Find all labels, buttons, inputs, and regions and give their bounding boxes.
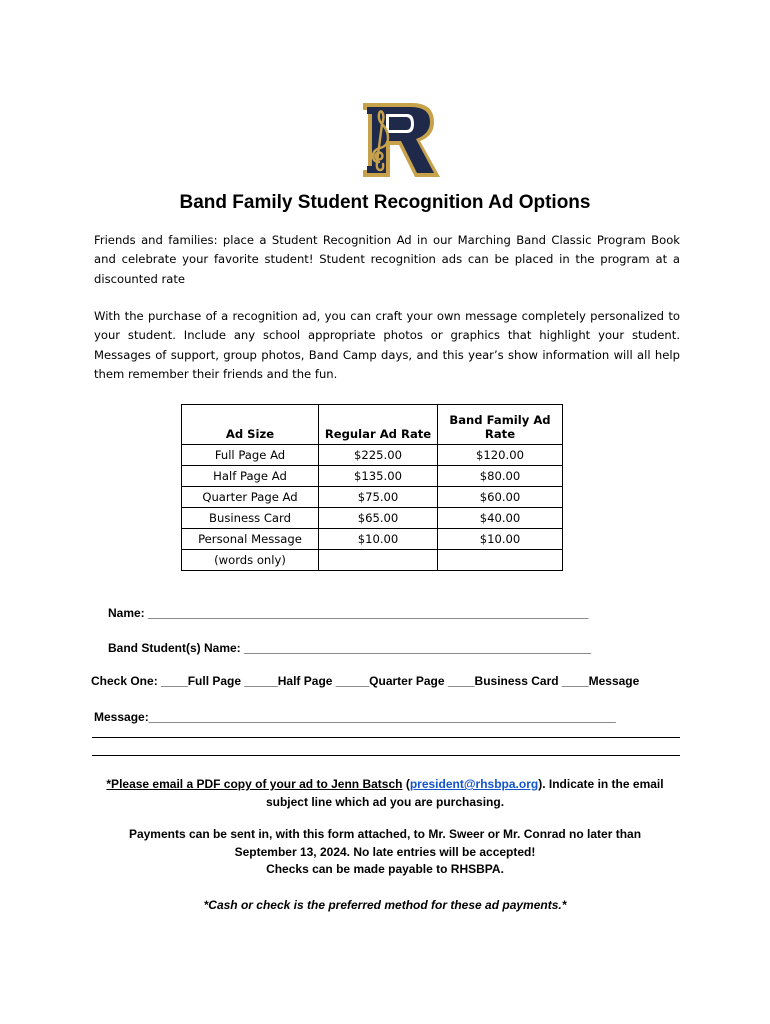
message-field[interactable]: Message:______________________________________________________________________ xyxy=(94,710,616,724)
family-rate-cell: $40.00 xyxy=(438,508,563,529)
payment-line: September 13, 2024. No late entries will be accepted! xyxy=(234,844,536,859)
ad-size-cell: Quarter Page Ad xyxy=(182,487,319,508)
school-logo xyxy=(360,100,442,180)
email-instruction-text: *Please email a PDF copy of your ad to Jenn Batsch xyxy=(106,777,403,791)
header-ad-size: Ad Size xyxy=(182,405,319,445)
email-instruction-line2: subject line which ad you are purchasing. xyxy=(265,794,505,809)
email-open-paren: ( xyxy=(402,777,410,791)
table-row xyxy=(182,550,563,571)
table-header-row xyxy=(182,405,563,445)
r-letter-icon xyxy=(363,103,440,177)
table-row xyxy=(182,445,563,466)
table-row xyxy=(182,487,563,508)
table-row xyxy=(182,529,563,550)
band-student-name-field[interactable]: Band Student(s) Name: ____________________________________________________ xyxy=(108,641,592,655)
family-rate-cell xyxy=(438,550,563,571)
payment-instructions xyxy=(60,826,710,879)
table-row xyxy=(182,466,563,487)
regular-rate-cell: $65.00 xyxy=(319,508,438,529)
regular-rate-cell xyxy=(319,550,438,571)
email-instruction-end: ). Indicate in the email xyxy=(538,777,664,791)
email-instructions xyxy=(60,776,710,811)
page-title: Band Family Student Recognition Ad Options xyxy=(179,192,591,213)
ad-size-cell: Business Card xyxy=(182,508,319,529)
regular-rate-cell: $75.00 xyxy=(319,487,438,508)
family-rate-cell: $10.00 xyxy=(438,529,563,550)
intro-paragraph: Friends and families: place a Student Recognition Ad in our Marching Band Classic Program Book and celebrate your favorite student! Student recognition ads can be placed in the program at a discounted rate xyxy=(94,233,680,286)
ad-rates-table xyxy=(181,404,563,571)
name-field[interactable]: Name: __________________________________________________________________ xyxy=(108,606,589,620)
family-rate-cell: $80.00 xyxy=(438,466,563,487)
header-regular-rate: Regular Ad Rate xyxy=(319,405,438,445)
check-one-field[interactable]: Check One: ____Full Page _____Half Page _____Quarter Page ____Business Card ____Message xyxy=(91,674,640,688)
regular-rate-cell: $135.00 xyxy=(319,466,438,487)
regular-rate-cell: $225.00 xyxy=(319,445,438,466)
header-band-family-rate: Band Family Ad Rate xyxy=(438,405,563,445)
table-row xyxy=(182,508,563,529)
payment-line: Payments can be sent in, with this form attached, to Mr. Sweer or Mr. Conrad no later than xyxy=(128,827,642,841)
ad-size-cell: Personal Message xyxy=(182,529,319,550)
family-rate-cell: $120.00 xyxy=(438,445,563,466)
description-paragraph: With the purchase of a recognition ad, you can craft your own message completely personalized to your student. Include any school appropriate photos or graphics that highlight your student. Messages of support, group photos, Band Camp days, and this year’s show information will all help them remember their friends and the fun. xyxy=(94,309,680,382)
cash-note: *Cash or check is the preferred method for these ad payments.* xyxy=(203,898,567,912)
ad-size-cell: Half Page Ad xyxy=(182,466,319,487)
family-rate-cell: $60.00 xyxy=(438,487,563,508)
regular-rate-cell: $10.00 xyxy=(319,529,438,550)
message-line-3[interactable] xyxy=(92,755,680,756)
message-line-2[interactable] xyxy=(92,737,680,738)
ad-size-cell: (words only) xyxy=(182,550,319,571)
email-link[interactable]: president@rhsbpa.org xyxy=(409,777,539,791)
payment-line: Checks can be made payable to RHSBPA. xyxy=(266,862,504,876)
ad-size-cell: Full Page Ad xyxy=(182,445,319,466)
